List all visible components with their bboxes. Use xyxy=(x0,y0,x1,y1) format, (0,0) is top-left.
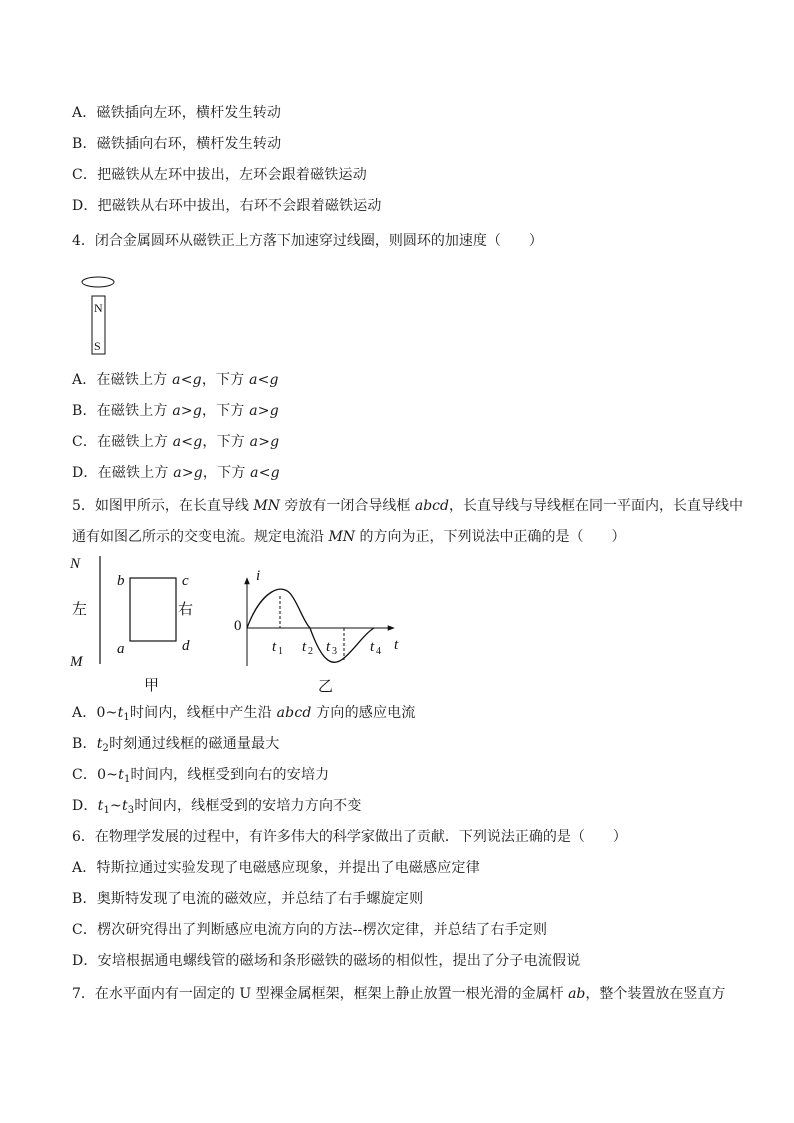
q4-magnet-figure xyxy=(78,272,118,358)
svg-text:t: t xyxy=(326,639,331,655)
q4-option-b: B．在磁铁上方 a>g，下方 a>g xyxy=(72,403,279,419)
corner-d: d xyxy=(182,638,190,654)
q5-figure-jia xyxy=(66,552,216,697)
svg-text:4: 4 xyxy=(376,646,381,657)
corner-b: b xyxy=(117,573,125,589)
q5-figure-yi xyxy=(226,560,412,698)
q6-stem: 6．在物理学发展的过程中，有许多伟大的科学家做出了贡献．下列说法正确的是（ ） xyxy=(72,829,627,845)
tick-label-t1 xyxy=(272,639,283,657)
svg-text:t: t xyxy=(272,639,277,655)
label-right: 右 xyxy=(178,602,194,618)
tick-label-t2 xyxy=(302,639,313,657)
axis-label-t: t xyxy=(394,637,399,653)
q6-option-d: D．安培根据通电螺线管的磁场和条形磁铁的磁场的相似性，提出了分子电流假说 xyxy=(72,953,581,969)
figure-caption-yi: 乙 xyxy=(318,679,334,695)
origin-label: 0 xyxy=(234,618,242,634)
q5-option-c: C．$0\sim t_1$时间内，线框受到向右的安培力 xyxy=(72,767,330,785)
corner-c: c xyxy=(182,573,189,589)
metal-ring xyxy=(82,277,114,287)
svg-text:t: t xyxy=(302,639,307,655)
q5-option-b: B．$t_2$时刻通过线框的磁通量最大 xyxy=(72,736,280,754)
q7-stem: 7．在水平面内有一固定的 U 型裸金属框架，框架上静止放置一根光滑的金属杆 ab，整个装置放在竖直方 xyxy=(72,986,726,1002)
q6-option-a: A．特斯拉通过实验发现了电磁感应现象，并提出了电磁感应定律 xyxy=(72,860,480,876)
q4-option-c: C．在磁铁上方 a<g，下方 a>g xyxy=(72,434,280,450)
q4-option-d: D．在磁铁上方 a>g，下方 a<g xyxy=(72,465,280,481)
q3-option-d: D．把磁铁从右环中拔出，右环不会跟着磁铁运动 xyxy=(72,198,382,214)
wire-label-n: N xyxy=(70,556,81,572)
label-left: 左 xyxy=(72,602,88,618)
svg-text:2: 2 xyxy=(308,646,313,657)
q6-option-b: B．奥斯特发现了电流的磁效应，并总结了右手螺旋定则 xyxy=(72,891,424,907)
q4-stem: 4．闭合金属圆环从磁铁正上方落下加速穿过线圈，则圆环的加速度（ ） xyxy=(72,233,543,249)
wire-label-m: M xyxy=(70,654,83,670)
q5-stem-line2: 通有如图乙所示的交变电流。规定电流沿 MN 的方向为正，下列说法中正确的是（ ） xyxy=(72,529,626,545)
svg-text:t: t xyxy=(370,639,375,655)
svg-text:3: 3 xyxy=(332,646,337,657)
svg-text:1: 1 xyxy=(278,646,283,657)
q5-stem-line1: 5．如图甲所示，在长直导线 MN 旁放有一闭合导线框 abcd，长直导线与导线框在同一平面内，长直导线中 xyxy=(72,498,743,514)
wire-frame xyxy=(130,578,176,641)
tick-label-t3 xyxy=(326,639,337,657)
q4-option-a: A．在磁铁上方 a<g，下方 a<g xyxy=(72,372,279,388)
axis-label-i: i xyxy=(256,568,261,584)
q6-option-c: C．楞次研究得出了判断感应电流方向的方法--楞次定律，并总结了右手定则 xyxy=(72,922,548,938)
tick-label-t4 xyxy=(370,639,381,657)
q3-option-b: B．磁铁插向右环，横杆发生转动 xyxy=(72,136,282,152)
q5-option-d: D．$t_1\sim t_3$时间内，线框受到的安培力方向不变 xyxy=(72,798,362,816)
q3-option-a: A．磁铁插向左环，横杆发生转动 xyxy=(72,105,282,121)
magnet-pole-s: S xyxy=(94,339,101,353)
corner-a: a xyxy=(117,641,125,657)
q5-option-a: A．$0\sim t_1$时间内，线框中产生沿 abcd 方向的感应电流 xyxy=(72,705,416,723)
q3-option-c: C．把磁铁从左环中拔出，左环会跟着磁铁运动 xyxy=(72,167,367,183)
magnet-pole-n: N xyxy=(94,301,103,315)
figure-caption-jia: 甲 xyxy=(144,678,160,694)
